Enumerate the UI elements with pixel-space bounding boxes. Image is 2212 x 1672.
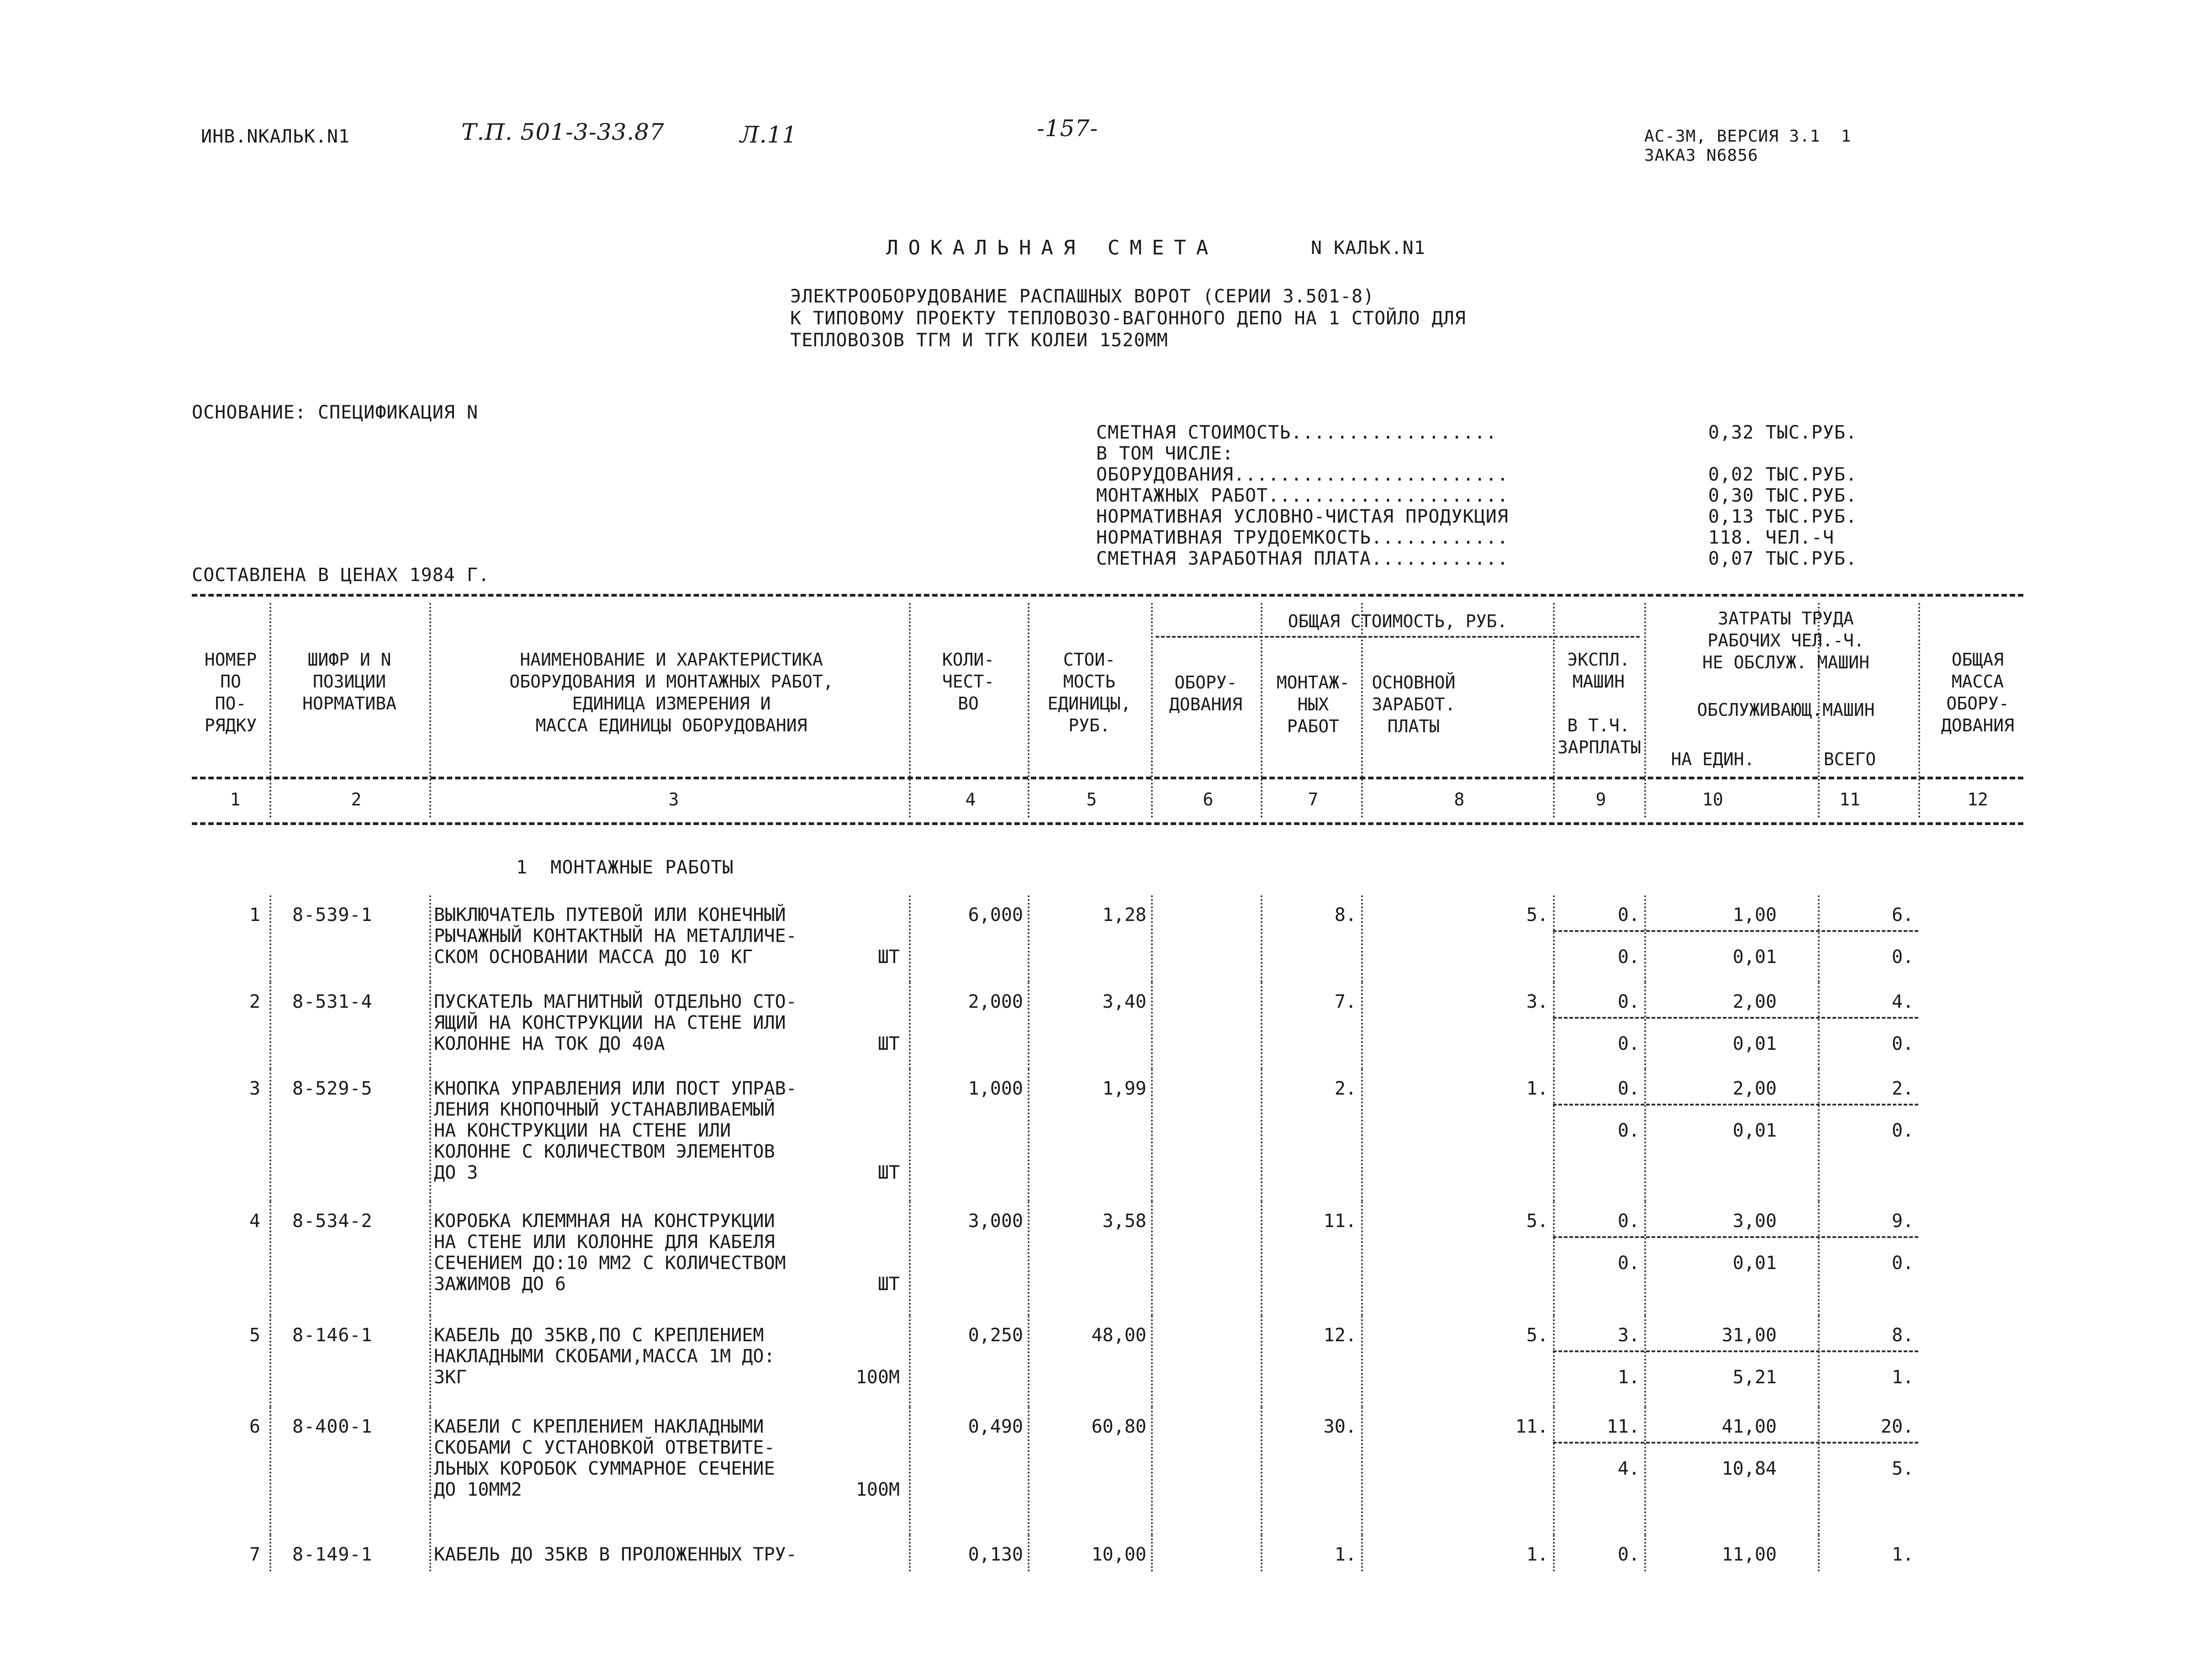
column-separator — [909, 1201, 911, 1316]
installation-cost: 2. — [1334, 1078, 1357, 1099]
column-separator — [909, 1535, 911, 1571]
quantity: 0,250 — [968, 1325, 1023, 1346]
column-separator — [1818, 1316, 1820, 1407]
column-separator — [269, 1535, 271, 1571]
summary-value: 118. ЧЕЛ.-Ч — [1708, 527, 1834, 548]
column-separator — [1553, 1316, 1555, 1407]
column-number: 4 — [965, 789, 976, 810]
item-description: НАКЛАДНЫМИ СКОБАМИ,МАССА 1М ДО: — [434, 1346, 775, 1367]
machine-salary: 0. — [1617, 1033, 1640, 1054]
header-labor-group: ЗАТРАТЫ ТРУДА РАБОЧИХ ЧЕЛ.-Ч. НЕ ОБСЛУЖ. МАШИН — [1702, 608, 1870, 672]
machine-labor-total: 0. — [1891, 947, 1914, 968]
machine-labor-per-unit: 0,01 — [1732, 1253, 1777, 1274]
row-sub-divider — [1553, 1017, 1918, 1019]
column-separator — [1151, 1316, 1153, 1407]
header-machines: ЭКСПЛ. МАШИН В Т.Ч. ЗАРПЛАТЫ — [1557, 650, 1642, 757]
item-description: ЛЕНИЯ КНОПОЧНЫЙ УСТАНАВЛИВАЕМЫЙ — [434, 1099, 775, 1120]
column-separator — [429, 1201, 431, 1316]
column-separator — [1261, 1201, 1262, 1316]
header-installation: МОНТАЖ- НЫХ РАБОТ — [1276, 672, 1350, 736]
column-separator — [1361, 1201, 1363, 1316]
item-description: КОЛОННЕ С КОЛИЧЕСТВОМ ЭЛЕМЕНТОВ — [434, 1141, 775, 1162]
row-sub-divider — [1553, 1104, 1918, 1106]
column-separator — [1028, 603, 1029, 818]
base-salary: 5. — [1526, 905, 1548, 926]
column-separator — [909, 895, 911, 982]
unit-price: 60,80 — [1091, 1416, 1146, 1437]
column-separator — [1261, 982, 1262, 1069]
header-row-number: НОМЕР ПО ПО- РЯДКУ — [204, 650, 257, 735]
column-separator — [429, 1069, 431, 1201]
column-number: 8 — [1454, 789, 1465, 810]
summary-label: В ТОМ ЧИСЛЕ: — [1096, 443, 1234, 464]
column-separator — [909, 1316, 911, 1407]
column-separator — [1361, 982, 1363, 1069]
row-sub-divider — [1553, 930, 1918, 932]
item-description: КАБЕЛЬ ДО 35КВ,ПО С КРЕПЛЕНИЕМ — [434, 1325, 764, 1346]
row-number: 4 — [249, 1211, 260, 1232]
column-separator — [1644, 1535, 1646, 1571]
column-separator — [1553, 1535, 1555, 1571]
row-number: 6 — [249, 1416, 260, 1437]
row-number: 5 — [249, 1325, 260, 1346]
labor-per-unit: 2,00 — [1732, 991, 1777, 1012]
summary-value: 0,13 ТЫС.РУБ. — [1708, 506, 1858, 527]
column-separator — [1151, 895, 1153, 982]
unit-price: 3,40 — [1102, 991, 1146, 1012]
machine-cost: 0. — [1617, 1211, 1640, 1232]
norm-code: 8-531-4 — [292, 991, 373, 1012]
project-number: Т.П. 501-3-33.87 — [461, 119, 665, 145]
column-separator — [1261, 1316, 1262, 1407]
row-sub-divider — [1553, 1442, 1918, 1444]
machine-cost: 0. — [1617, 1078, 1640, 1099]
machine-cost: 0. — [1617, 1544, 1640, 1565]
header-total: ВСЕГО — [1823, 749, 1876, 769]
header-quantity: КОЛИ- ЧЕСТ- ВО — [942, 650, 995, 714]
quantity: 0,130 — [968, 1544, 1023, 1565]
unit-price: 10,00 — [1091, 1544, 1146, 1565]
column-separator — [1644, 982, 1646, 1069]
column-separator — [1151, 603, 1153, 818]
column-numbers-divider — [192, 822, 2023, 825]
machine-labor-per-unit: 0,01 — [1732, 1120, 1777, 1141]
installation-cost: 7. — [1334, 991, 1357, 1012]
column-separator — [429, 1316, 431, 1407]
item-description: ЗАЖИМОВ ДО 6 — [434, 1274, 566, 1295]
machine-salary: 0. — [1617, 1253, 1640, 1274]
labor-total: 6. — [1891, 905, 1914, 926]
column-separator — [429, 982, 431, 1069]
column-separator — [1028, 982, 1029, 1069]
machine-salary: 0. — [1617, 947, 1640, 968]
header-equipment: ОБОРУ- ДОВАНИЯ — [1169, 672, 1243, 714]
page-number: -157- — [1037, 115, 1098, 142]
summary-label: МОНТАЖНЫХ РАБОТ..................... — [1096, 485, 1509, 506]
installation-cost: 12. — [1323, 1325, 1357, 1346]
column-separator — [429, 1407, 431, 1535]
summary-label: ОБОРУДОВАНИЯ........................ — [1096, 464, 1509, 485]
machine-labor-per-unit: 5,21 — [1732, 1367, 1777, 1388]
column-number: 9 — [1595, 789, 1606, 810]
labor-total: 1. — [1891, 1544, 1914, 1565]
machine-labor-total: 1. — [1891, 1367, 1914, 1388]
column-separator — [1261, 1535, 1262, 1571]
unit-price: 3,58 — [1102, 1211, 1146, 1232]
row-number: 2 — [249, 991, 260, 1012]
header-labor-sub: ОБСЛУЖИВАЮЩ.МАШИН — [1697, 700, 1875, 720]
column-number: 7 — [1308, 789, 1319, 810]
labor-total: 2. — [1891, 1078, 1914, 1099]
item-description: СЕЧЕНИЕМ ДО:10 ММ2 С КОЛИЧЕСТВОМ — [434, 1253, 786, 1274]
column-separator — [269, 1407, 271, 1535]
machine-cost: 0. — [1617, 991, 1640, 1012]
installation-cost: 30. — [1323, 1416, 1357, 1437]
row-sub-divider — [1553, 1236, 1918, 1238]
column-number: 1 — [230, 789, 241, 810]
column-separator — [1361, 1407, 1363, 1535]
table-top-border — [192, 594, 2023, 597]
column-number: 12 — [1967, 789, 1988, 810]
machine-labor-total: 5. — [1891, 1458, 1914, 1479]
item-unit: ШТ — [877, 1274, 900, 1295]
base-salary: 1. — [1526, 1078, 1548, 1099]
column-separator — [1361, 603, 1363, 818]
item-description: НА СТЕНЕ ИЛИ КОЛОННЕ ДЛЯ КАБЕЛЯ — [434, 1232, 775, 1253]
column-number: 2 — [351, 789, 362, 810]
summary-value: 0,32 ТЫС.РУБ. — [1708, 422, 1858, 443]
title-line-2: К ТИПОВОМУ ПРОЕКТУ ТЕПЛОВОЗО-ВАГОННОГО ДЕПО НА 1 СТОЙЛО ДЛЯ — [790, 308, 1466, 329]
basis-label: ОСНОВАНИЕ: СПЕЦИФИКАЦИЯ N — [192, 402, 479, 423]
column-separator — [1818, 1069, 1820, 1201]
column-separator — [429, 603, 431, 818]
item-unit: ШТ — [877, 1162, 900, 1183]
title-line-1: ЭЛЕКТРООБОРУДОВАНИЕ РАСПАШНЫХ ВОРОТ (СЕРИИ 3.501-8) — [790, 286, 1375, 307]
title-line-3: ТЕПЛОВОЗОВ ТГМ И ТГК КОЛЕИ 1520ММ — [790, 330, 1168, 351]
summary-value: 0,02 ТЫС.РУБ. — [1708, 464, 1858, 485]
labor-per-unit: 1,00 — [1732, 905, 1777, 926]
column-separator — [1028, 1069, 1029, 1201]
item-description: ДО 10ММ2 — [434, 1479, 522, 1500]
labor-total: 9. — [1891, 1211, 1914, 1232]
base-salary: 3. — [1526, 991, 1548, 1012]
column-separator — [1818, 1201, 1820, 1316]
summary-label: СМЕТНАЯ СТОИМОСТЬ.................. — [1096, 422, 1497, 443]
column-separator — [1553, 982, 1555, 1069]
machine-salary: 4. — [1617, 1458, 1640, 1479]
column-separator — [909, 1069, 911, 1201]
column-separator — [269, 895, 271, 982]
item-description: ВЫКЛЮЧАТЕЛЬ ПУТЕВОЙ ИЛИ КОНЕЧНЫЙ — [434, 905, 786, 926]
summary-label: СМЕТНАЯ ЗАРАБОТНАЯ ПЛАТА............ — [1096, 548, 1509, 569]
column-number: 6 — [1203, 789, 1214, 810]
item-description: 3КГ — [434, 1367, 467, 1388]
header-unit-cost: СТОИ- МОСТЬ ЕДИНИЦЫ, РУБ. — [1047, 650, 1131, 735]
norm-code: 8-529-5 — [292, 1078, 373, 1099]
column-separator — [1644, 603, 1646, 818]
quantity: 3,000 — [968, 1211, 1023, 1232]
column-separator — [269, 982, 271, 1069]
column-separator — [1644, 1201, 1646, 1316]
base-salary: 5. — [1526, 1211, 1548, 1232]
column-separator — [269, 603, 271, 818]
column-separator — [909, 982, 911, 1069]
item-description: ПУСКАТЕЛЬ МАГНИТНЫЙ ОТДЕЛЬНО СТО- — [434, 991, 797, 1012]
machine-labor-total: 0. — [1891, 1120, 1914, 1141]
installation-cost: 1. — [1334, 1544, 1357, 1565]
quantity: 6,000 — [968, 905, 1023, 926]
norm-code: 8-539-1 — [292, 905, 373, 926]
column-number: 3 — [668, 789, 679, 810]
labor-per-unit: 11,00 — [1721, 1544, 1777, 1565]
machine-labor-per-unit: 0,01 — [1732, 1033, 1777, 1054]
item-description: ДО 3 — [434, 1162, 478, 1183]
column-separator — [1028, 1201, 1029, 1316]
column-separator — [1261, 895, 1262, 982]
labor-total: 20. — [1880, 1416, 1914, 1437]
sheet-number: Л.11 — [740, 122, 797, 148]
machine-cost: 0. — [1617, 905, 1640, 926]
norm-code: 8-400-1 — [292, 1416, 373, 1437]
column-separator — [1151, 1069, 1153, 1201]
labor-per-unit: 41,00 — [1721, 1416, 1777, 1437]
column-separator — [1151, 1407, 1153, 1535]
unit-price: 48,00 — [1091, 1325, 1146, 1346]
base-salary: 1. — [1526, 1544, 1548, 1565]
base-salary: 5. — [1526, 1325, 1548, 1346]
item-description: НА КОНСТРУКЦИИ НА СТЕНЕ ИЛИ — [434, 1120, 731, 1141]
estimate-number: N КАЛЬК.N1 — [1311, 238, 1425, 259]
header-total-cost-group: ОБЩАЯ СТОИМОСТЬ, РУБ. — [1288, 611, 1508, 631]
summary-label: НОРМАТИВНАЯ ТРУДОЕМКОСТЬ............ — [1096, 527, 1509, 548]
column-number: 11 — [1839, 789, 1860, 810]
column-separator — [1028, 1407, 1029, 1535]
row-number: 7 — [249, 1544, 260, 1565]
item-description: КОРОБКА КЛЕММНАЯ НА КОНСТРУКЦИИ — [434, 1211, 775, 1232]
section-title: 1 МОНТАЖНЫЕ РАБОТЫ — [516, 857, 734, 878]
machine-cost: 11. — [1606, 1416, 1640, 1437]
column-separator — [1553, 603, 1555, 818]
prices-year: СОСТАВЛЕНА В ЦЕНАХ 1984 Г. — [192, 565, 490, 586]
item-description: КОЛОННЕ НА ТОК ДО 40А — [434, 1033, 665, 1054]
item-description: КНОПКА УПРАВЛЕНИЯ ИЛИ ПОСТ УПРАВ- — [434, 1078, 797, 1099]
summary-value: 0,30 ТЫС.РУБ. — [1708, 485, 1858, 506]
column-separator — [1261, 1407, 1262, 1535]
inventory-number: ИНВ.NКАЛЬК.N1 — [201, 126, 350, 147]
quantity: 1,000 — [968, 1078, 1023, 1099]
column-separator — [1151, 982, 1153, 1069]
column-separator — [1818, 982, 1820, 1069]
item-unit: 100М — [855, 1367, 900, 1388]
labor-per-unit: 2,00 — [1732, 1078, 1777, 1099]
quantity: 0,490 — [968, 1416, 1023, 1437]
column-separator — [1644, 1407, 1646, 1535]
norm-code: 8-534-2 — [292, 1211, 373, 1232]
machine-salary: 0. — [1617, 1120, 1640, 1141]
column-separator — [909, 603, 911, 818]
header-per-unit: НА ЕДИН. — [1671, 749, 1755, 769]
labor-total: 4. — [1891, 991, 1914, 1012]
norm-code: 8-146-1 — [292, 1325, 373, 1346]
quantity: 2,000 — [968, 991, 1023, 1012]
column-separator — [1361, 1535, 1363, 1571]
column-separator — [429, 1535, 431, 1571]
column-separator — [1553, 1069, 1555, 1201]
header-code: ШИФР И N ПОЗИЦИИ НОРМАТИВА — [302, 650, 396, 714]
column-separator — [1361, 895, 1363, 982]
unit-price: 1,28 — [1102, 905, 1146, 926]
column-separator — [1361, 1316, 1363, 1407]
column-separator — [1261, 1069, 1262, 1201]
column-separator — [1553, 1407, 1555, 1535]
column-separator — [1644, 1316, 1646, 1407]
column-separator — [1818, 1535, 1820, 1571]
machine-cost: 3. — [1617, 1325, 1640, 1346]
row-number: 1 — [249, 905, 260, 926]
column-separator — [1028, 895, 1029, 982]
column-separator — [1818, 895, 1820, 982]
norm-code: 8-149-1 — [292, 1544, 373, 1565]
summary-value: 0,07 ТЫС.РУБ. — [1708, 548, 1858, 569]
labor-per-unit: 31,00 — [1721, 1325, 1777, 1346]
item-unit: 100М — [855, 1479, 900, 1500]
column-separator — [1644, 1069, 1646, 1201]
order-number: ЗАКАЗ N6856 — [1644, 146, 1758, 165]
column-separator — [1644, 895, 1646, 982]
row-number: 3 — [249, 1078, 260, 1099]
labor-per-unit: 3,00 — [1732, 1211, 1777, 1232]
column-number: 10 — [1702, 789, 1723, 810]
summary-label: НОРМАТИВНАЯ УСЛОВНО-ЧИСТАЯ ПРОДУКЦИЯ — [1096, 506, 1509, 527]
column-separator — [269, 1316, 271, 1407]
column-separator — [1553, 895, 1555, 982]
item-description: СКОМ ОСНОВАНИИ МАССА ДО 10 КГ — [434, 947, 753, 968]
row-sub-divider — [1553, 1350, 1918, 1352]
document-title: ЛОКАЛЬНАЯ СМЕТА — [886, 236, 1219, 259]
column-separator — [269, 1069, 271, 1201]
header-mass: ОБЩАЯ МАССА ОБОРУ- ДОВАНИЯ — [1941, 650, 2015, 735]
item-description: РЫЧАЖНЫЙ КОНТАКТНЫЙ НА МЕТАЛЛИЧЕ- — [434, 926, 797, 947]
header-divider — [192, 777, 2023, 779]
column-separator — [1361, 1069, 1363, 1201]
item-description: КАБЕЛЬ ДО 35КВ В ПРОЛОЖЕННЫХ ТРУ- — [434, 1544, 797, 1565]
installation-cost: 8. — [1334, 905, 1357, 926]
column-separator — [1151, 1201, 1153, 1316]
column-separator — [1818, 1407, 1820, 1535]
column-separator — [1553, 1201, 1555, 1316]
column-number: 5 — [1086, 789, 1097, 810]
header-name: НАИМЕНОВАНИЕ И ХАРАКТЕРИСТИКА ОБОРУДОВАНИЯ И МОНТАЖНЫХ РАБОТ, ЕДИНИЦА ИЗМЕРЕНИЯ И МАССА ЕДИНИЦЫ ОБОРУДОВАНИЯ — [509, 650, 834, 735]
machine-labor-per-unit: 0,01 — [1732, 947, 1777, 968]
installation-cost: 11. — [1323, 1211, 1357, 1232]
machine-labor-total: 0. — [1891, 1253, 1914, 1274]
column-separator — [1151, 1535, 1153, 1571]
column-separator — [429, 895, 431, 982]
item-unit: ШТ — [877, 1033, 900, 1054]
item-description: ЯЩИЙ НА КОНСТРУКЦИИ НА СТЕНЕ ИЛИ — [434, 1012, 786, 1033]
base-salary: 11. — [1515, 1416, 1548, 1437]
column-separator — [1261, 603, 1262, 818]
item-description: СКОБАМИ С УСТАНОВКОЙ ОТВЕТВИТЕ- — [434, 1437, 775, 1458]
machine-salary: 1. — [1617, 1367, 1640, 1388]
unit-price: 1,99 — [1102, 1078, 1146, 1099]
machine-labor-per-unit: 10,84 — [1721, 1458, 1777, 1479]
item-description: КАБЕЛИ С КРЕПЛЕНИЕМ НАКЛАДНЫМИ — [434, 1416, 764, 1437]
item-unit: ШТ — [877, 947, 900, 968]
column-separator — [1028, 1535, 1029, 1571]
header-base-salary: ОСНОВНОЙ ЗАРАБОТ. ПЛАТЫ — [1372, 672, 1456, 736]
labor-total: 8. — [1891, 1325, 1914, 1346]
version-info: АС-3М, ВЕРСИЯ 3.1 1 — [1644, 127, 1852, 146]
column-separator — [909, 1407, 911, 1535]
machine-labor-total: 0. — [1891, 1033, 1914, 1054]
item-description: ЛЬНЫХ КОРОБОК СУММАРНОЕ СЕЧЕНИЕ — [434, 1458, 775, 1479]
group-divider — [1156, 636, 1640, 638]
column-separator — [1028, 1316, 1029, 1407]
column-separator — [269, 1201, 271, 1316]
